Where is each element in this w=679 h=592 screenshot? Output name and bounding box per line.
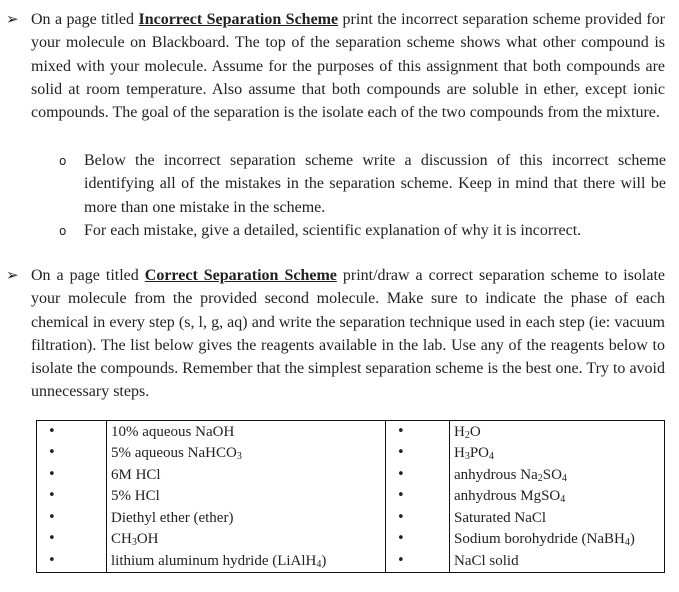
reagent-left: lithium aluminum hydride (LiAlH$_4$): [107, 550, 386, 572]
instruction-paragraph-1: [31, 8, 665, 124]
reagent-right: anhydrous $Na_2SO_4$: [450, 464, 665, 486]
correct-scheme-title: Correct Separation Scheme: [144, 267, 337, 284]
circle-bullet-icon: o: [59, 224, 67, 238]
reagent-row: [37, 529, 665, 551]
reagent-right: anhydrous MgSO$_4$: [450, 486, 665, 508]
instruction-paragraph-2: [31, 264, 665, 404]
reagent-row: [37, 443, 665, 465]
bullet-icon: •: [386, 529, 450, 551]
bullet-icon: •: [386, 486, 450, 508]
paragraph-1-intro: On a page titled: [31, 11, 139, 28]
bullet-icon: •: [386, 443, 450, 465]
paragraph-2-intro: On a page titled: [31, 267, 145, 284]
bullet-icon: •: [37, 507, 107, 529]
bullet-icon: •: [37, 421, 107, 443]
reagent-left: $CH_3OH$: [107, 529, 386, 551]
reagent-left: 5% HCl: [107, 486, 386, 508]
paragraph-1-body: print the incorrect separation scheme provided for your molecule on Blackboard. The top of the separation scheme shows what other compound is mixed with your molecule. Assume for the purposes of this assignment that both compounds are solid at room temperature. Also assume that both compounds are soluble in ether, except ionic compounds. The goal of the separation is the isolate each of the two compounds from the mixture.: [31, 11, 665, 122]
reagent-left: 10% aqueous NaOH: [107, 421, 386, 443]
reagent-right: $H_2O$: [450, 421, 665, 443]
reagent-left: Diethyl ether (ether): [107, 507, 386, 529]
paragraph-2-body: print/draw a correct separation scheme to isolate your molecule from the provided second molecule. Make sure to indicate the phase of each chemical in every step (s, l, g, aq) and write the separation technique used in each step (ie: vacuum filtration). The list below gives the reagents available in the lab. Use any of the reagents below to isolate the compounds. Remember that the simplest separation scheme is the best one. Try to avoid unnecessary steps.: [31, 267, 665, 401]
bullet-icon: •: [386, 421, 450, 443]
sub-item-2: For each mistake, give a detailed, scientific explanation of why it is incorrect.: [84, 222, 582, 239]
reagent-row: [37, 421, 665, 443]
bullet-icon: •: [37, 443, 107, 465]
reagent-table: [36, 420, 665, 573]
incorrect-scheme-title: Incorrect Separation Scheme: [138, 11, 339, 28]
bullet-icon: •: [37, 486, 107, 508]
arrow-bullet-icon: ➢: [6, 266, 19, 284]
reagent-row: [37, 507, 665, 529]
reagent-row: [37, 464, 665, 486]
reagent-row: [37, 486, 665, 508]
reagent-right: $H_3PO_4$: [450, 443, 665, 465]
reagent-right: Sodium borohydride (NaBH$_4$): [450, 529, 665, 551]
arrow-bullet-icon: ➢: [6, 10, 19, 28]
reagent-left: 5% aqueous NaHCO$_3$: [107, 443, 386, 465]
circle-bullet-icon: o: [59, 154, 67, 168]
bullet-icon: •: [386, 550, 450, 572]
reagent-right: NaCl solid: [450, 550, 665, 572]
bullet-icon: •: [386, 464, 450, 486]
reagent-row: [37, 550, 665, 572]
reagent-right: Saturated NaCl: [450, 507, 665, 529]
bullet-icon: •: [386, 507, 450, 529]
reagent-left: 6M HCl: [107, 464, 386, 486]
bullet-icon: •: [37, 464, 107, 486]
bullet-icon: •: [37, 550, 107, 572]
bullet-icon: •: [37, 529, 107, 551]
sub-item-1: Below the incorrect separation scheme write a discussion of this incorrect scheme identifying all of the mistakes in the separation scheme. Keep in mind that there will be more than one mistake in the scheme.: [84, 152, 666, 216]
